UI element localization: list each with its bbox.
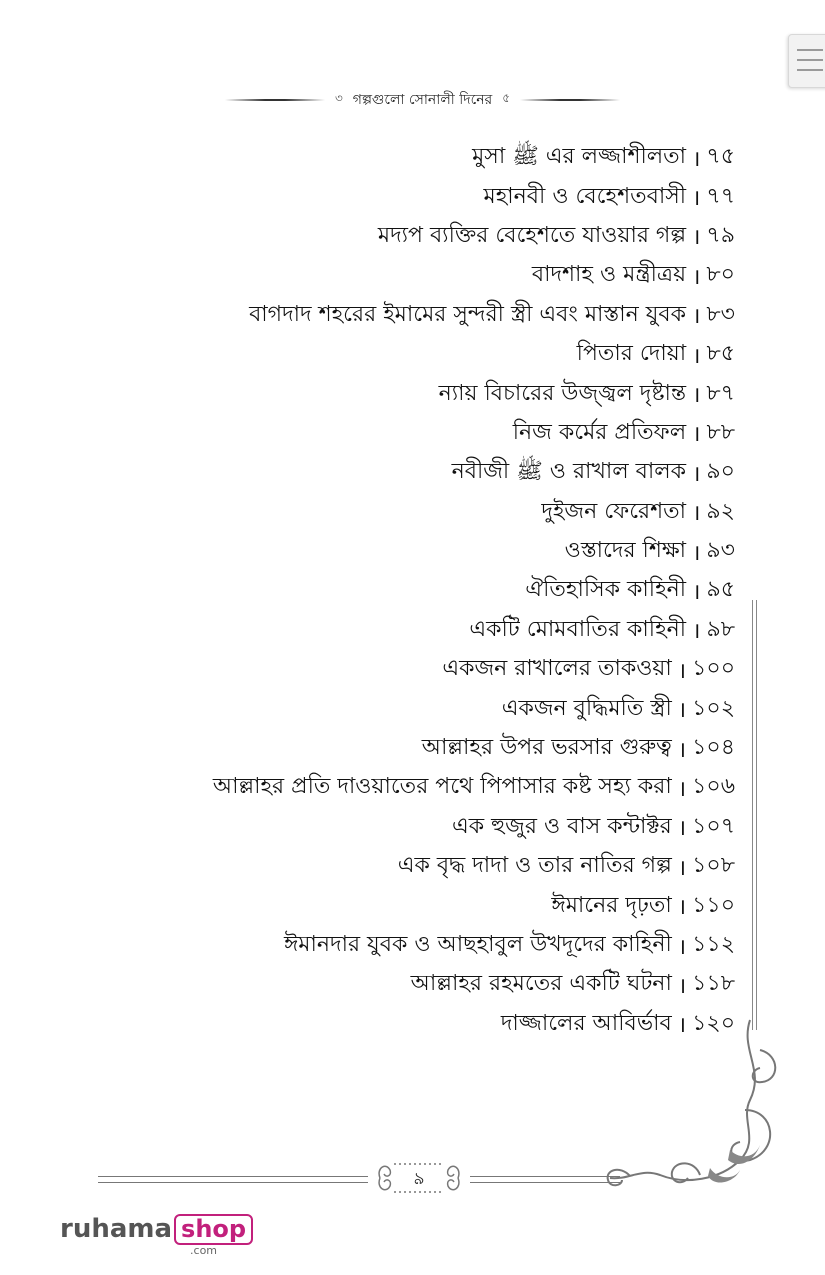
toc-separator: ।: [692, 383, 701, 409]
logo-brand-right: shop: [174, 1214, 253, 1245]
toc-separator: ।: [677, 895, 687, 921]
toc-entry-title: মুসা ﷺ এর লজ্জাশীলতা: [472, 144, 687, 170]
toc-separator: ।: [692, 422, 701, 448]
toc-separator: ।: [677, 776, 687, 802]
menu-icon[interactable]: [788, 34, 825, 88]
toc-entry: [0, 177, 735, 216]
toc-separator: ।: [692, 501, 701, 527]
toc-entry: [0, 965, 735, 1004]
toc-entry-page: ৯৮: [706, 616, 735, 642]
toc-separator: ।: [692, 461, 701, 487]
toc-entry-page: ৮৭: [706, 380, 735, 406]
toc-separator: ।: [692, 579, 701, 605]
logo-domain: .com: [190, 1244, 218, 1257]
toc-entry-title: ওস্তাদের শিক্ষা: [564, 538, 687, 564]
toc-entry-title: আল্লাহর উপর ভরসার গুরুত্ব: [421, 735, 672, 761]
toc-entry-page: ১১২: [692, 932, 735, 957]
toc-entry-title: দুইজন ফেরেশতা: [541, 498, 687, 524]
page-number-frame: [372, 1158, 466, 1198]
toc-separator: ।: [692, 540, 701, 566]
toc-separator: ।: [677, 737, 687, 763]
watermark-logo: [60, 1214, 253, 1257]
toc-entry-title: মহানবী ও বেহেশতবাসী: [483, 183, 687, 209]
toc-entry: [0, 729, 735, 768]
toc-entry-title: নবীজী ﷺ ও রাখাল বালক: [451, 459, 687, 485]
toc-separator: ।: [677, 934, 687, 960]
toc-entry-title: দাজ্জালের আবির্ভাব: [500, 1010, 672, 1036]
logo-shop-badge: [174, 1214, 253, 1257]
toc-entry: [0, 532, 735, 571]
toc-entry-page: ৮৮: [706, 419, 735, 445]
toc-entry-page: ৭৯: [706, 222, 735, 248]
toc-entry-title: একজন বুদ্ধিমতি স্ত্রী: [501, 695, 672, 721]
header-rule-left: [225, 99, 325, 101]
toc-entry-page: ১০৪: [692, 735, 735, 761]
toc-entry-page: ১২০: [692, 1010, 735, 1036]
toc-entry-title: এক বৃদ্ধ দাদা ও তার নাতির গল্প: [397, 853, 672, 879]
toc-entry-title: মদ্যপ ব্যক্তির বেহেশতে যাওয়ার গল্প: [377, 222, 687, 248]
toc-entry-title: পিতার দোয়া: [576, 341, 687, 367]
toc-separator: ।: [692, 225, 701, 251]
toc-entry-page: ৮০: [706, 262, 735, 288]
toc-entry-title: এক হুজুর ও বাস কন্টাক্টর: [452, 813, 672, 839]
toc-entry: [0, 768, 735, 807]
toc-entry-title: ঈমানদার যুবক ও আছহাবুল উখদূদের কাহিনী: [283, 932, 672, 957]
toc-entry-page: ৭৭: [706, 183, 735, 209]
header-right-ornament: ৫: [502, 91, 511, 105]
toc-entry-page: ৯০: [706, 459, 735, 485]
toc-entry-page: ১০৭: [692, 813, 735, 839]
toc-entry-page: ১০৮: [692, 853, 735, 879]
toc-separator: ।: [692, 146, 701, 172]
toc-entry-page: ১০২: [692, 695, 735, 721]
toc-entry-title: ঐতিহাসিক কাহিনী: [525, 577, 687, 603]
footer-rule-left: [98, 1176, 368, 1183]
logo-brand-left: ruhama: [60, 1214, 173, 1244]
toc-entry: [0, 650, 735, 689]
menu-line: [797, 59, 823, 61]
toc-entry: [0, 689, 735, 728]
toc-entry-page: ৮৫: [706, 341, 735, 367]
toc-entry-title: আল্লাহর প্রতি দাওয়াতের পথে পিপাসার কষ্ট সহ্য করা: [212, 774, 672, 800]
toc-entry-title: ঈমানের দৃঢ়তা: [551, 892, 672, 918]
toc-separator: ।: [677, 973, 687, 999]
toc-entry-page: ৮৩: [706, 301, 735, 327]
toc-entry-title: ন্যায় বিচারের উজ্জ্বল দৃষ্টান্ত: [438, 380, 687, 406]
toc-entry-page: ১০০: [692, 656, 735, 682]
toc-entry-page: ৯৫: [706, 577, 735, 603]
header-left-ornament: ৩: [334, 91, 343, 105]
toc-entry-page: ৯৩: [706, 538, 735, 564]
toc-entry: [0, 847, 735, 886]
toc-separator: ।: [677, 658, 687, 684]
menu-line: [797, 49, 823, 51]
toc-entry: [0, 335, 735, 374]
toc-entry-page: ১০৬: [692, 774, 735, 800]
toc-entry: [0, 926, 735, 965]
toc-entry-page: ১১৮: [692, 971, 735, 997]
toc-entry: [0, 808, 735, 847]
toc-entry: [0, 374, 735, 413]
toc-entry-title: বাদশাহ ও মন্ত্রীত্রয়: [531, 262, 687, 288]
toc-entry: [0, 138, 735, 177]
toc-separator: ।: [677, 855, 687, 881]
floral-ornament-icon: [590, 1010, 790, 1200]
toc-entry-title: একটি মোমবাতির কাহিনী: [469, 616, 687, 642]
toc-entry-title: একজন রাখালের তাকওয়া: [442, 656, 672, 682]
toc-entry-page: ১১০: [692, 892, 735, 918]
page-number: ৯: [413, 1169, 425, 1189]
toc-entry-title: আল্লাহর রহমতের একটি ঘটনা: [410, 971, 672, 997]
toc-separator: ।: [677, 816, 687, 842]
table-of-contents: [0, 138, 735, 1044]
header-rule-right: [520, 99, 620, 101]
toc-separator: ।: [692, 619, 701, 645]
toc-entry: [0, 217, 735, 256]
toc-entry: [0, 886, 735, 925]
toc-separator: ।: [692, 304, 701, 330]
toc-separator: ।: [692, 264, 701, 290]
toc-separator: ।: [692, 186, 701, 212]
toc-entry: [0, 571, 735, 610]
toc-entry-page: ৭৫: [706, 144, 735, 170]
toc-separator: ।: [677, 698, 687, 724]
book-title: গল্পগুলো সোনালী দিনের: [352, 92, 493, 108]
menu-line: [797, 69, 823, 71]
toc-separator: ।: [677, 1013, 687, 1039]
footer-rule-right: [470, 1176, 620, 1183]
toc-entry-title: বাগদাদ শহরের ইমামের সুন্দরী স্ত্রী এবং মাস্তান যুবক: [249, 301, 687, 327]
toc-entry: [0, 611, 735, 650]
toc-entry: [0, 414, 735, 453]
toc-entry: [0, 453, 735, 492]
running-header: [225, 88, 620, 112]
toc-entry: [0, 493, 735, 532]
toc-entry-page: ৯২: [706, 498, 735, 524]
toc-separator: ।: [692, 343, 701, 369]
toc-entry: [0, 256, 735, 295]
side-border-line: [752, 600, 757, 1030]
toc-entry: [0, 296, 735, 335]
toc-entry-title: নিজ কর্মের প্রতিফল: [512, 419, 687, 445]
